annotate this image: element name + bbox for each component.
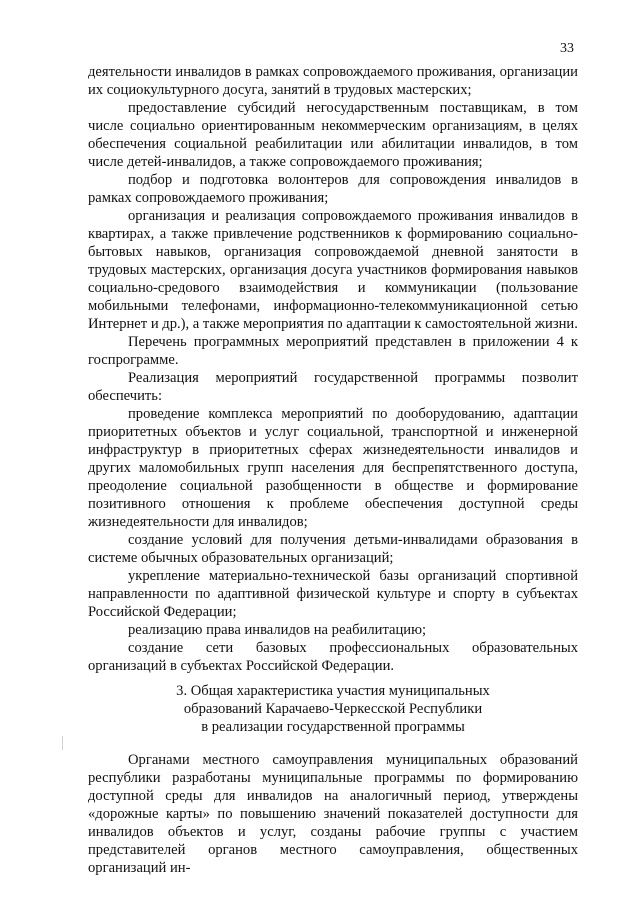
paragraph-rehabilitation: реализацию права инвалидов на реабилитацию; (128, 622, 427, 638)
section-body (88, 751, 578, 877)
paragraph-volunteers: подбор и подготовка волонтеров для сопровождения инвалидов в рамках сопровождаемого проживания; (88, 172, 578, 206)
section-heading (88, 682, 578, 736)
paragraph-supported-living: организация и реализация сопровождаемого проживания инвалидов в квартирах, а также привлечение родственников к формированию социально-бытовых навыков, организация сопровождаемой дневной занятости в трудовых мастерских, организация досуга участников формирования навыков социально-средового взаимодействия и коммуникации (пользование мобильными телефонами, информационно-телекоммуникационной сетью Интернет и др.), а также мероприятия по адаптации к самостоятельной жизни. (88, 208, 578, 332)
paragraph-subsidies: предоставление субсидий негосударственным поставщикам, в том числе социально ориентированным некоммерческим организациям, в целях обеспечения социальной реабилитации или абилитации инвалидов, в том числе детей-инвалидов, а также сопровождаемого проживания; (88, 100, 578, 170)
body-text (88, 63, 578, 675)
paragraph-implementation: Реализация мероприятий государственной программы позволит обеспечить: (88, 370, 578, 404)
paragraph-continuation: деятельности инвалидов в рамках сопровождаемого проживания, организации их социокультурного досуга, занятий в трудовых мастерских; (88, 64, 578, 98)
paragraph-education: создание условий для получения детьми-инвалидами образования в системе обычных образовательных организаций; (88, 532, 578, 566)
heading-line-3: в реализации государственной программы (201, 719, 465, 735)
heading-line-1: 3. Общая характеристика участия муниципальных (176, 683, 490, 699)
paragraph-municipal: Органами местного самоуправления муниципальных образований республики разработаны муниципальные программы по формированию доступной среды для инвалидов на аналогичный период, утверждены «дорожные карты» по повышению значений показателей доступности для инвалидов объектов и услуг, созданы рабочие группы с участием представителей органов местного самоуправления, общественных организаций ин- (88, 752, 578, 876)
paragraph-measures-list: Перечень программных мероприятий представлен в приложении 4 к госпрограмме. (88, 334, 578, 368)
margin-mark (62, 736, 63, 750)
page-number: 33 (560, 41, 574, 56)
paragraph-network: создание сети базовых профессиональных образовательных организаций в субъектах Российской Федерации. (88, 640, 578, 674)
paragraph-sports: укрепление материально-технической базы организаций спортивной направленности по адаптивной физической культуре и спорту в субъектах Российской Федерации; (88, 568, 578, 620)
paragraph-infrastructure: проведение комплекса мероприятий по дооборудованию, адаптации приоритетных объектов и услуг социальной, транспортной и инженерной инфраструктур в приоритетных сферах жизнедеятельности инвалидов и других маломобильных групп населения для беспрепятственного доступа, преодоление социальной разобщенности в обществе и формирование позитивного отношения к проблеме обеспечения доступной среды жизнедеятельности для инвалидов; (88, 406, 578, 530)
heading-line-2: образований Карачаево-Черкесской Республики (183, 701, 483, 717)
